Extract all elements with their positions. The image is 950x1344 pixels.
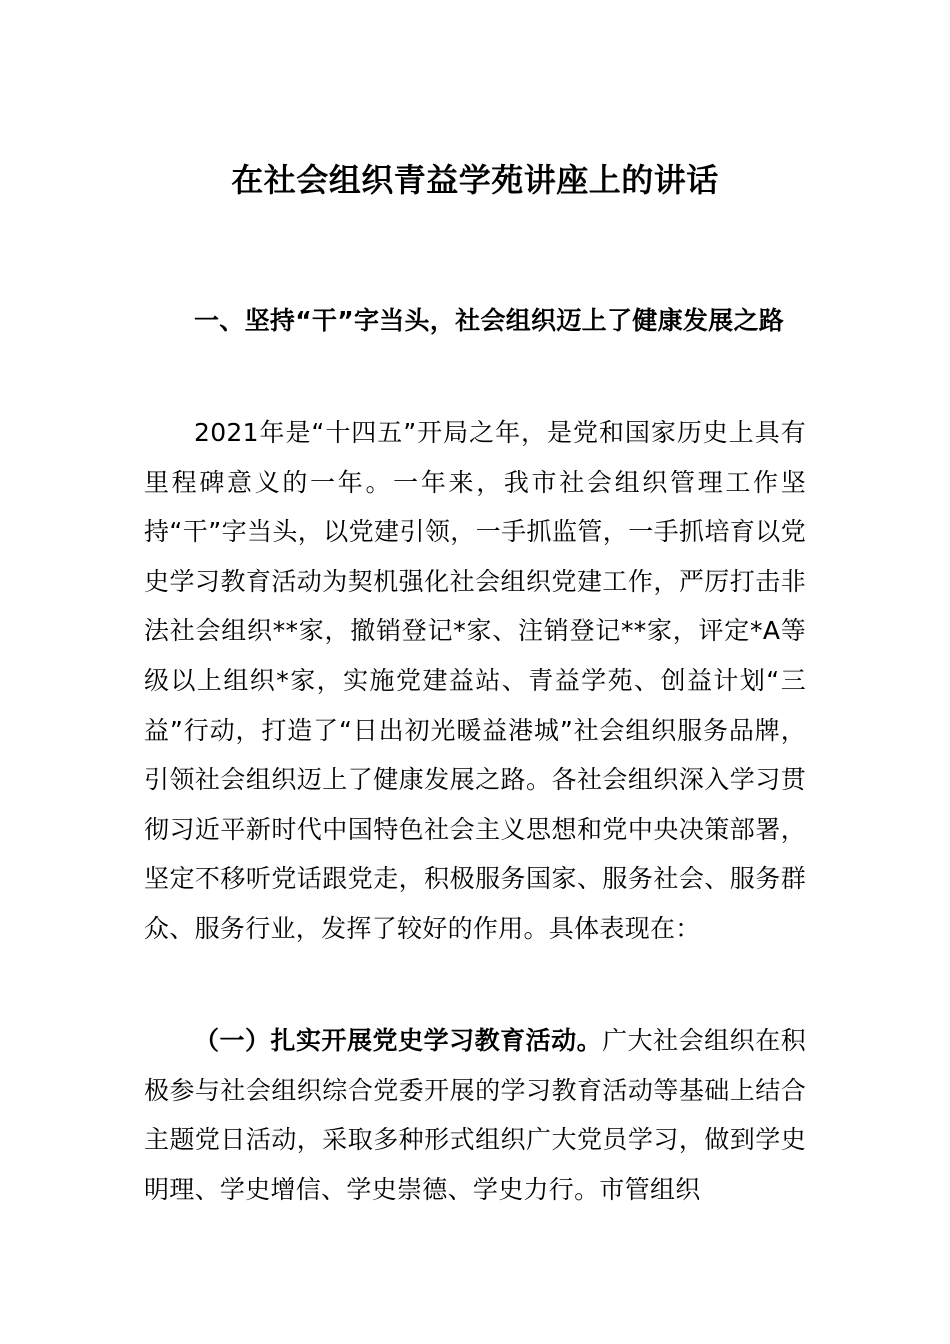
paragraph-2-lead: （一）扎实开展党史学习教育活动。	[194, 1026, 603, 1055]
section-heading-1: 一、坚持“干”字当头，社会组织迈上了健康发展之路	[194, 306, 785, 335]
document-title: 在社会组织青益学苑讲座上的讲话	[231, 161, 719, 199]
paragraph-1: 2021年是“十四五”开局之年，是党和国家历史上具有里程碑意义的一年。一年来，我市社会组织管理工作坚持“干”字当头，以党建引领，一手抓监管，一手抓培育以党史学习教育活动为契机强化社会组织党建工作，严厉打击非法社会组织**家，撤销登记*家、注销登记**家，评定*A等级以上组织*家，实施党建益站、青益学苑、创益计划“三益”行动，打造了“日出初光暖益港城”社会组织服务品牌，引领社会组织迈上了健康发展之路。各社会组织深入学习贯彻习近平新时代中国特色社会主义思想和党中央决策部署，坚定不移听党话跟党走，积极服务国家、服务社会、服务群众、服务行业，发挥了较好的作用。具体表现在：	[144, 418, 806, 943]
paragraph-2	[144, 1016, 806, 1214]
paragraph-2-text: 广大社会组织在积极参与社会组织综合党委开展的学习教育活动等基础上结合主题党日活动，采取多种形式组织广大党员学习，做到学史明理、学史增信、学史崇德、学史力行。市管组织	[144, 1026, 806, 1204]
